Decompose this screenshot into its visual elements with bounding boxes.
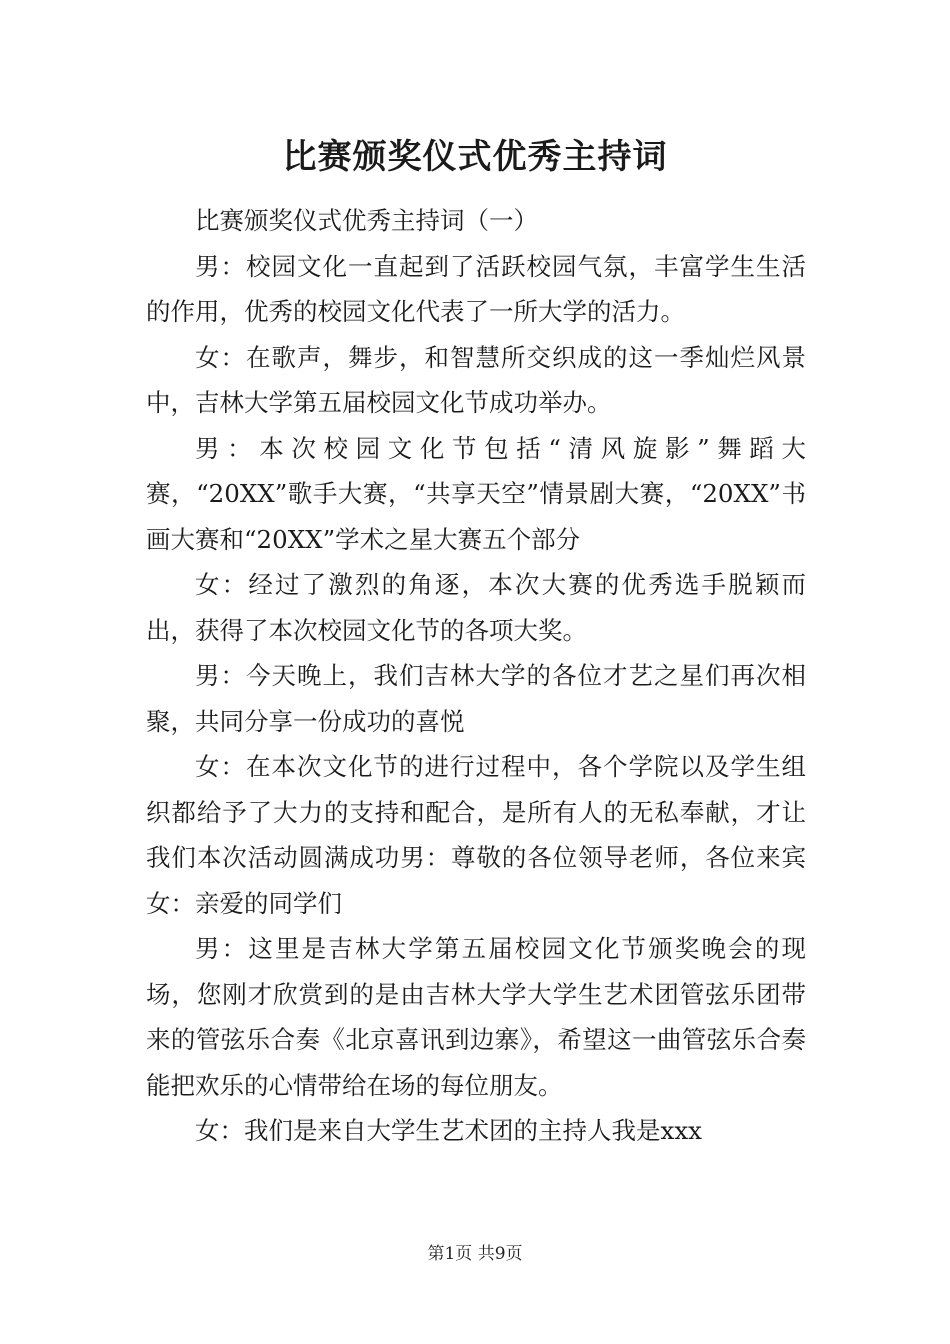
document-title: 比赛颁奖仪式优秀主持词 — [282, 137, 668, 177]
paragraph: 男：校园文化一直起到了活跃校园气氛，丰富学生生活的作用，优秀的校园文化代表了一所大学的活力。 — [146, 251, 806, 326]
paragraph: 女：在本次文化节的进行过程中，各个学院以及学生组织都给予了大力的支持和配合，是所有人的无私奉献，才让我们本次活动圆满成功男：尊敬的各位领导老师，各位来宾女：亲爱的同学们 — [146, 752, 806, 918]
paragraph: 男：本次校园文化节包括“清风旋影”舞蹈大赛，“20XX”歌手大赛，“共享天空”情景剧大赛，“20XX”书画大赛和“20XX”学术之星大赛五个部分 — [146, 433, 806, 554]
paragraph-heading: 比赛颁奖仪式优秀主持词（一） — [195, 206, 538, 235]
paragraph: 女：在歌声，舞步，和智慧所交织成的这一季灿烂风景中，吉林大学第五届校园文化节成功举办。 — [146, 342, 806, 417]
paragraph: 女：我们是来自大学生艺术团的主持人我是xxx — [195, 1116, 702, 1145]
paragraph: 女：经过了激烈的角逐，本次大赛的优秀选手脱颖而出，获得了本次校园文化节的各项大奖。 — [146, 570, 806, 645]
paragraph: 男：这里是吉林大学第五届校园文化节颁奖晚会的现场，您刚才欣赏到的是由吉林大学大学生艺术团管弦乐团带来的管弦乐合奏《北京喜讯到边寨》，希望这一曲管弦乐合奏能把欢乐的心情带给在场的每位朋友。 — [146, 934, 806, 1100]
document-body — [146, 198, 806, 1154]
page-number-footer: 第1页 共9页 — [427, 1244, 523, 1264]
paragraph: 男：今天晚上，我们吉林大学的各位才艺之星们再次相聚，共同分享一份成功的喜悦 — [146, 661, 806, 736]
